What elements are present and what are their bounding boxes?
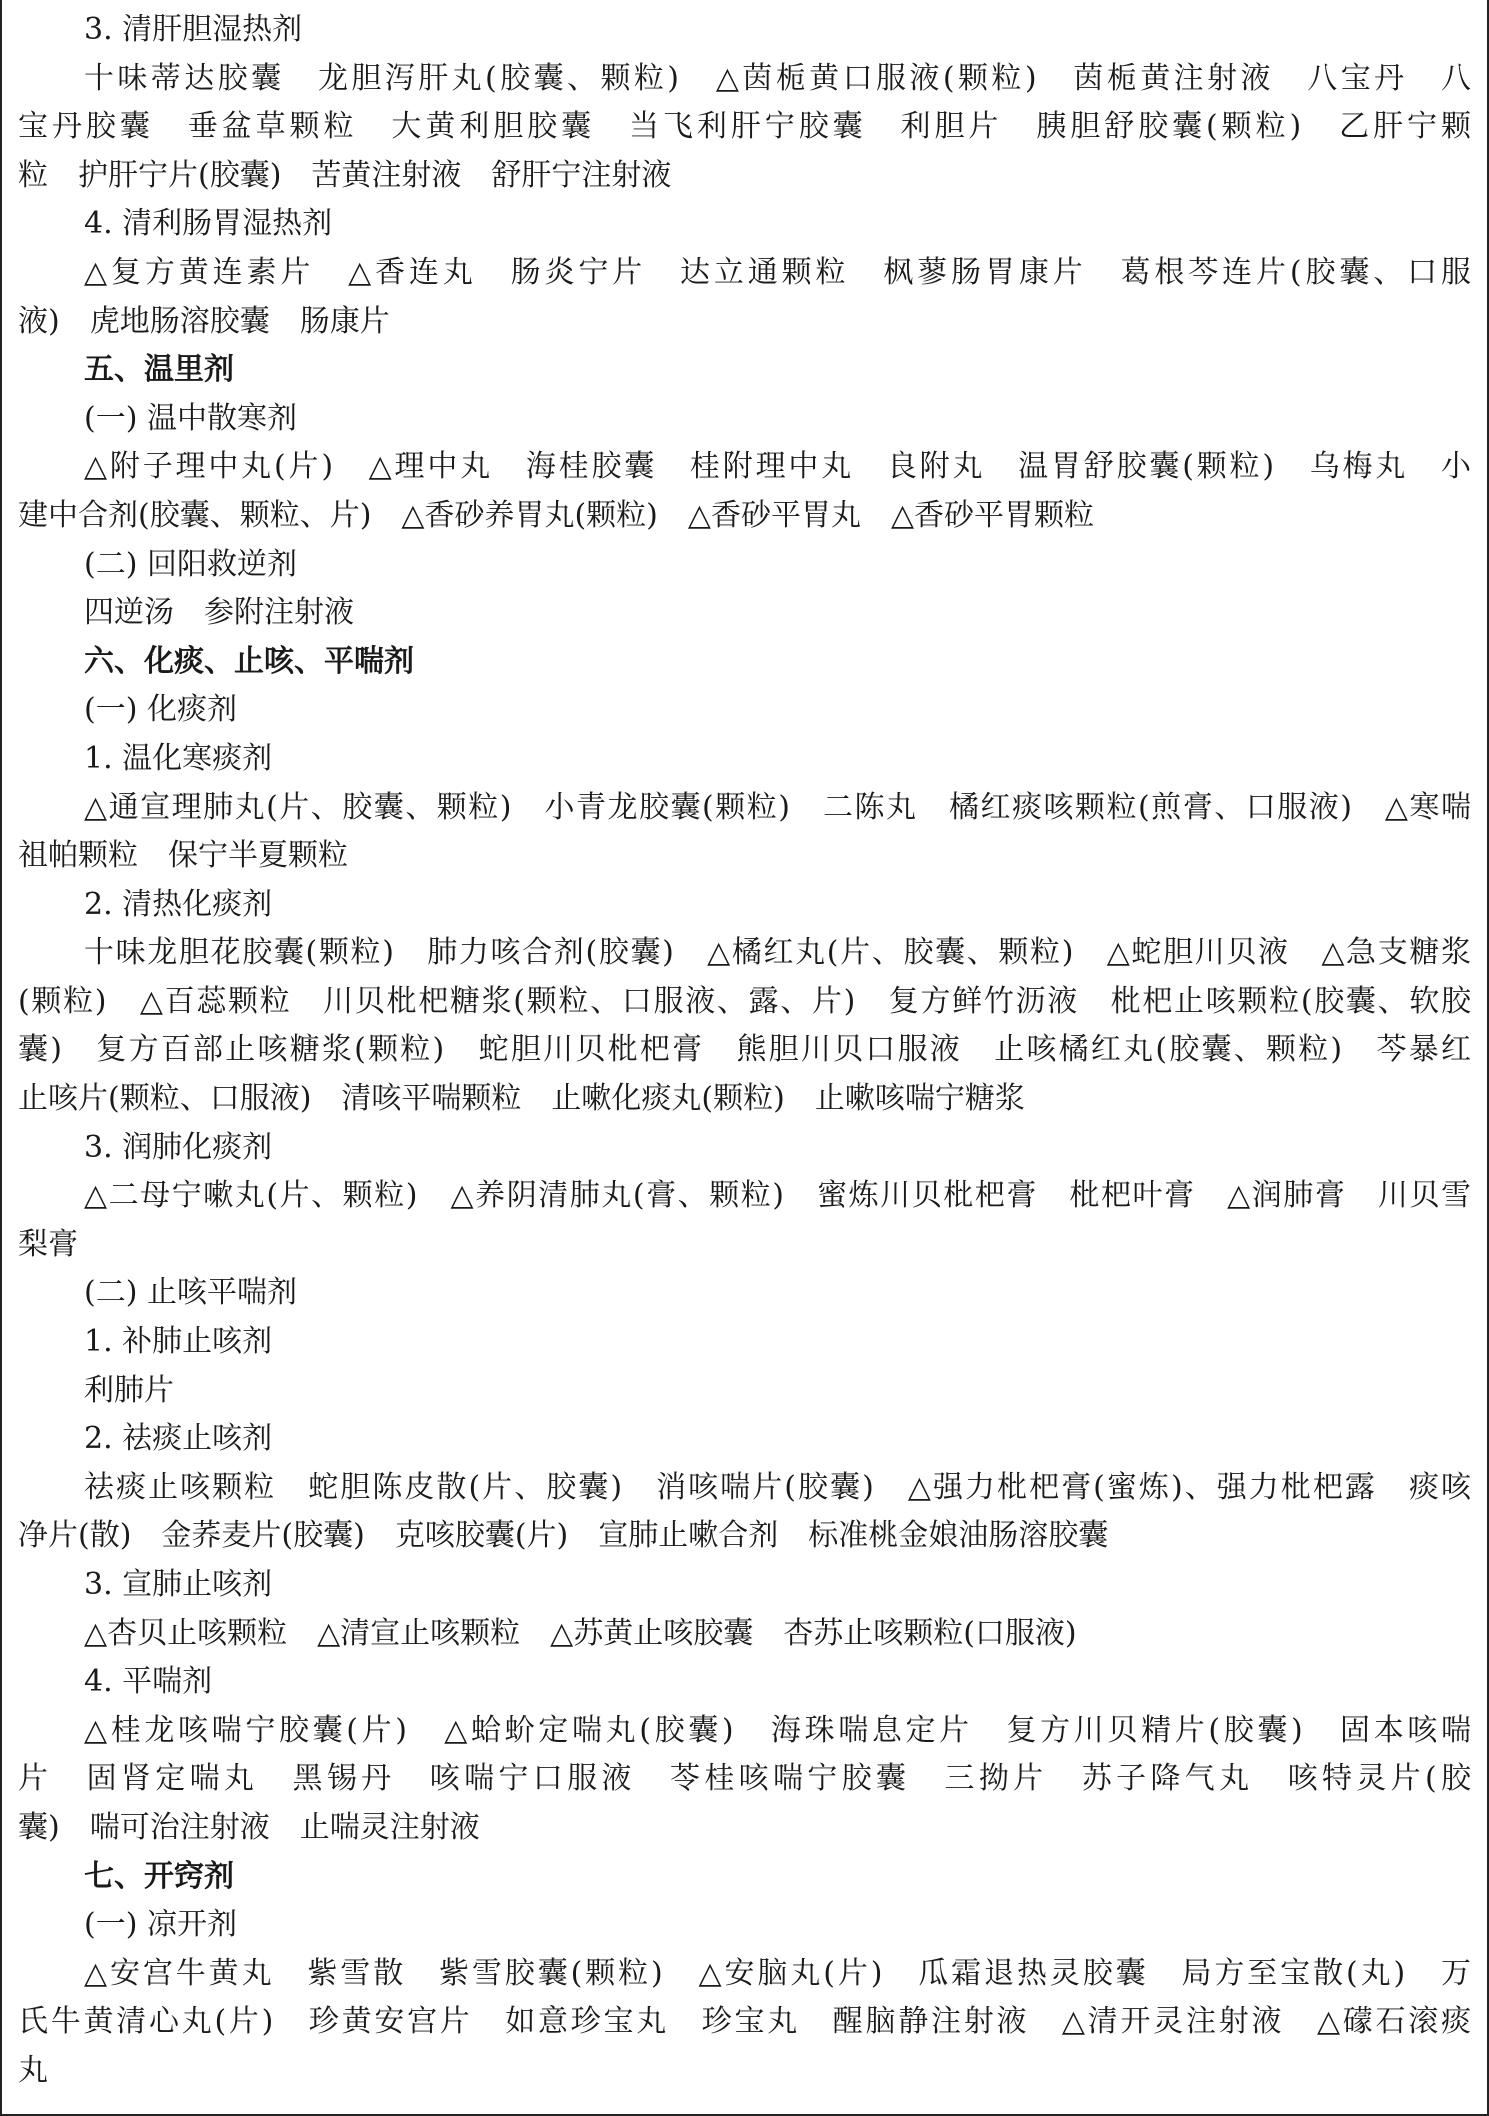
drug-list-line: △杏贝止咳颗粒 △清宣止咳颗粒 △苏黄止咳胶囊 杏苏止咳颗粒(口服液) bbox=[84, 1615, 1077, 1651]
drug-list-line: 丸 bbox=[18, 2052, 48, 2088]
subsection-heading: 3. 清肝胆湿热剂 bbox=[84, 12, 303, 47]
category-heading: (一) 温中散寒剂 bbox=[84, 400, 297, 436]
drug-list-line: 液) 虎地肠溶胶囊 肠康片 bbox=[18, 303, 390, 339]
subsection-heading: 4. 平喘剂 bbox=[84, 1664, 213, 1700]
category-heading: (二) 回阳救逆剂 bbox=[84, 546, 297, 582]
drug-list-line: 利肺片 bbox=[84, 1372, 174, 1408]
drug-list-line: 止咳片(颗粒、口服液) 清咳平喘颗粒 止嗽化痰丸(颗粒) 止嗽咳喘宁糖浆 bbox=[18, 1081, 1025, 1117]
subsection-heading: 2. 祛痰止咳剂 bbox=[84, 1421, 273, 1457]
drug-list-line: 十味龙胆花胶囊(颗粒) 肺力咳合剂(胶囊) △橘红丸(片、胶囊、颗粒) △蛇胆川贝液 △急支糖浆 bbox=[84, 935, 1471, 971]
drug-list-line: 祖帕颗粒 保宁半夏颗粒 bbox=[18, 838, 348, 874]
drug-list-line: △安宫牛黄丸 紫雪散 紫雪胶囊(颗粒) △安脑丸(片) 瓜霜退热灵胶囊 局方至宝散(丸) 万 bbox=[84, 1955, 1471, 1991]
section-heading: 六、化痰、止咳、平喘剂 bbox=[84, 643, 414, 679]
drug-list-line: 祛痰止咳颗粒 蛇胆陈皮散(片、胶囊) 消咳喘片(胶囊) △强力枇杷膏(蜜炼)、强力枇杷露 痰咳 bbox=[84, 1469, 1471, 1505]
drug-list-line: 梨膏 bbox=[18, 1226, 78, 1262]
drug-list-line: 片 固肾定喘丸 黑锡丹 咳喘宁口服液 苓桂咳喘宁胶囊 三拗片 苏子降气丸 咳特灵片(胶 bbox=[18, 1761, 1471, 1797]
subsection-heading: 1. 补肺止咳剂 bbox=[84, 1324, 273, 1360]
subsection-heading: 4. 清利肠胃湿热剂 bbox=[84, 206, 333, 242]
drug-list-line: 粒 护肝宁片(胶囊) 苦黄注射液 舒肝宁注射液 bbox=[18, 157, 672, 193]
drug-list-line: 囊) 复方百部止咳糖浆(颗粒) 蛇胆川贝枇杷膏 熊胆川贝口服液 止咳橘红丸(胶囊、颗粒) 芩暴红 bbox=[18, 1032, 1471, 1068]
drug-list-line: △二母宁嗽丸(片、颗粒) △养阴清肺丸(膏、颗粒) 蜜炼川贝枇杷膏 枇杷叶膏 △润肺膏 川贝雪 bbox=[84, 1178, 1471, 1214]
drug-list-line: (颗粒) △百蕊颗粒 川贝枇杷糖浆(颗粒、口服液、露、片) 复方鲜竹沥液 枇杷止咳颗粒(胶囊、软胶 bbox=[18, 983, 1471, 1019]
subsection-heading: 2. 清热化痰剂 bbox=[84, 886, 273, 922]
drug-list-line: △通宣理肺丸(片、胶囊、颗粒) 小青龙胶囊(颗粒) 二陈丸 橘红痰咳颗粒(煎膏、口服液) △寒喘 bbox=[84, 789, 1471, 825]
subsection-heading: 1. 温化寒痰剂 bbox=[84, 740, 273, 776]
drug-list-line: △桂龙咳喘宁胶囊(片) △蛤蚧定喘丸(胶囊) 海珠喘息定片 复方川贝精片(胶囊) 固本咳喘 bbox=[84, 1712, 1471, 1748]
section-heading: 五、温里剂 bbox=[84, 352, 234, 388]
category-heading: (一) 凉开剂 bbox=[84, 1907, 237, 1943]
subsection-heading: 3. 润肺化痰剂 bbox=[84, 1129, 273, 1165]
drug-list-line: 氏牛黄清心丸(片) 珍黄安宫片 如意珍宝丸 珍宝丸 醒脑静注射液 △清开灵注射液 △礞石滚痰 bbox=[18, 2004, 1471, 2040]
drug-list-line: 囊) 喘可治注射液 止喘灵注射液 bbox=[18, 1809, 480, 1845]
drug-list-line: 宝丹胶囊 垂盆草颗粒 大黄利胆胶囊 当飞利肝宁胶囊 利胆片 胰胆舒胶囊(颗粒) 乙肝宁颗 bbox=[18, 109, 1471, 145]
category-heading: (一) 化痰剂 bbox=[84, 692, 237, 728]
drug-list-line: △附子理中丸(片) △理中丸 海桂胶囊 桂附理中丸 良附丸 温胃舒胶囊(颗粒) 乌梅丸 小 bbox=[84, 449, 1471, 485]
section-heading: 七、开窍剂 bbox=[84, 1858, 234, 1894]
drug-list-line: 净片(散) 金荞麦片(胶囊) 克咳胶囊(片) 宣肺止嗽合剂 标准桃金娘油肠溶胶囊 bbox=[18, 1518, 1109, 1554]
subsection-heading: 3. 宣肺止咳剂 bbox=[84, 1567, 273, 1602]
drug-list-line: 十味蒂达胶囊 龙胆泻肝丸(胶囊、颗粒) △茵栀黄口服液(颗粒) 茵栀黄注射液 八宝丹 八 bbox=[84, 60, 1471, 96]
drug-list-line: 建中合剂(胶囊、颗粒、片) △香砂养胃丸(颗粒) △香砂平胃丸 △香砂平胃颗粒 bbox=[18, 497, 1095, 533]
category-heading: (二) 止咳平喘剂 bbox=[84, 1275, 297, 1311]
drug-list-line: 四逆汤 参附注射液 bbox=[84, 595, 354, 631]
drug-list-line: △复方黄连素片 △香连丸 肠炎宁片 达立通颗粒 枫蓼肠胃康片 葛根芩连片(胶囊、口服 bbox=[84, 254, 1471, 290]
